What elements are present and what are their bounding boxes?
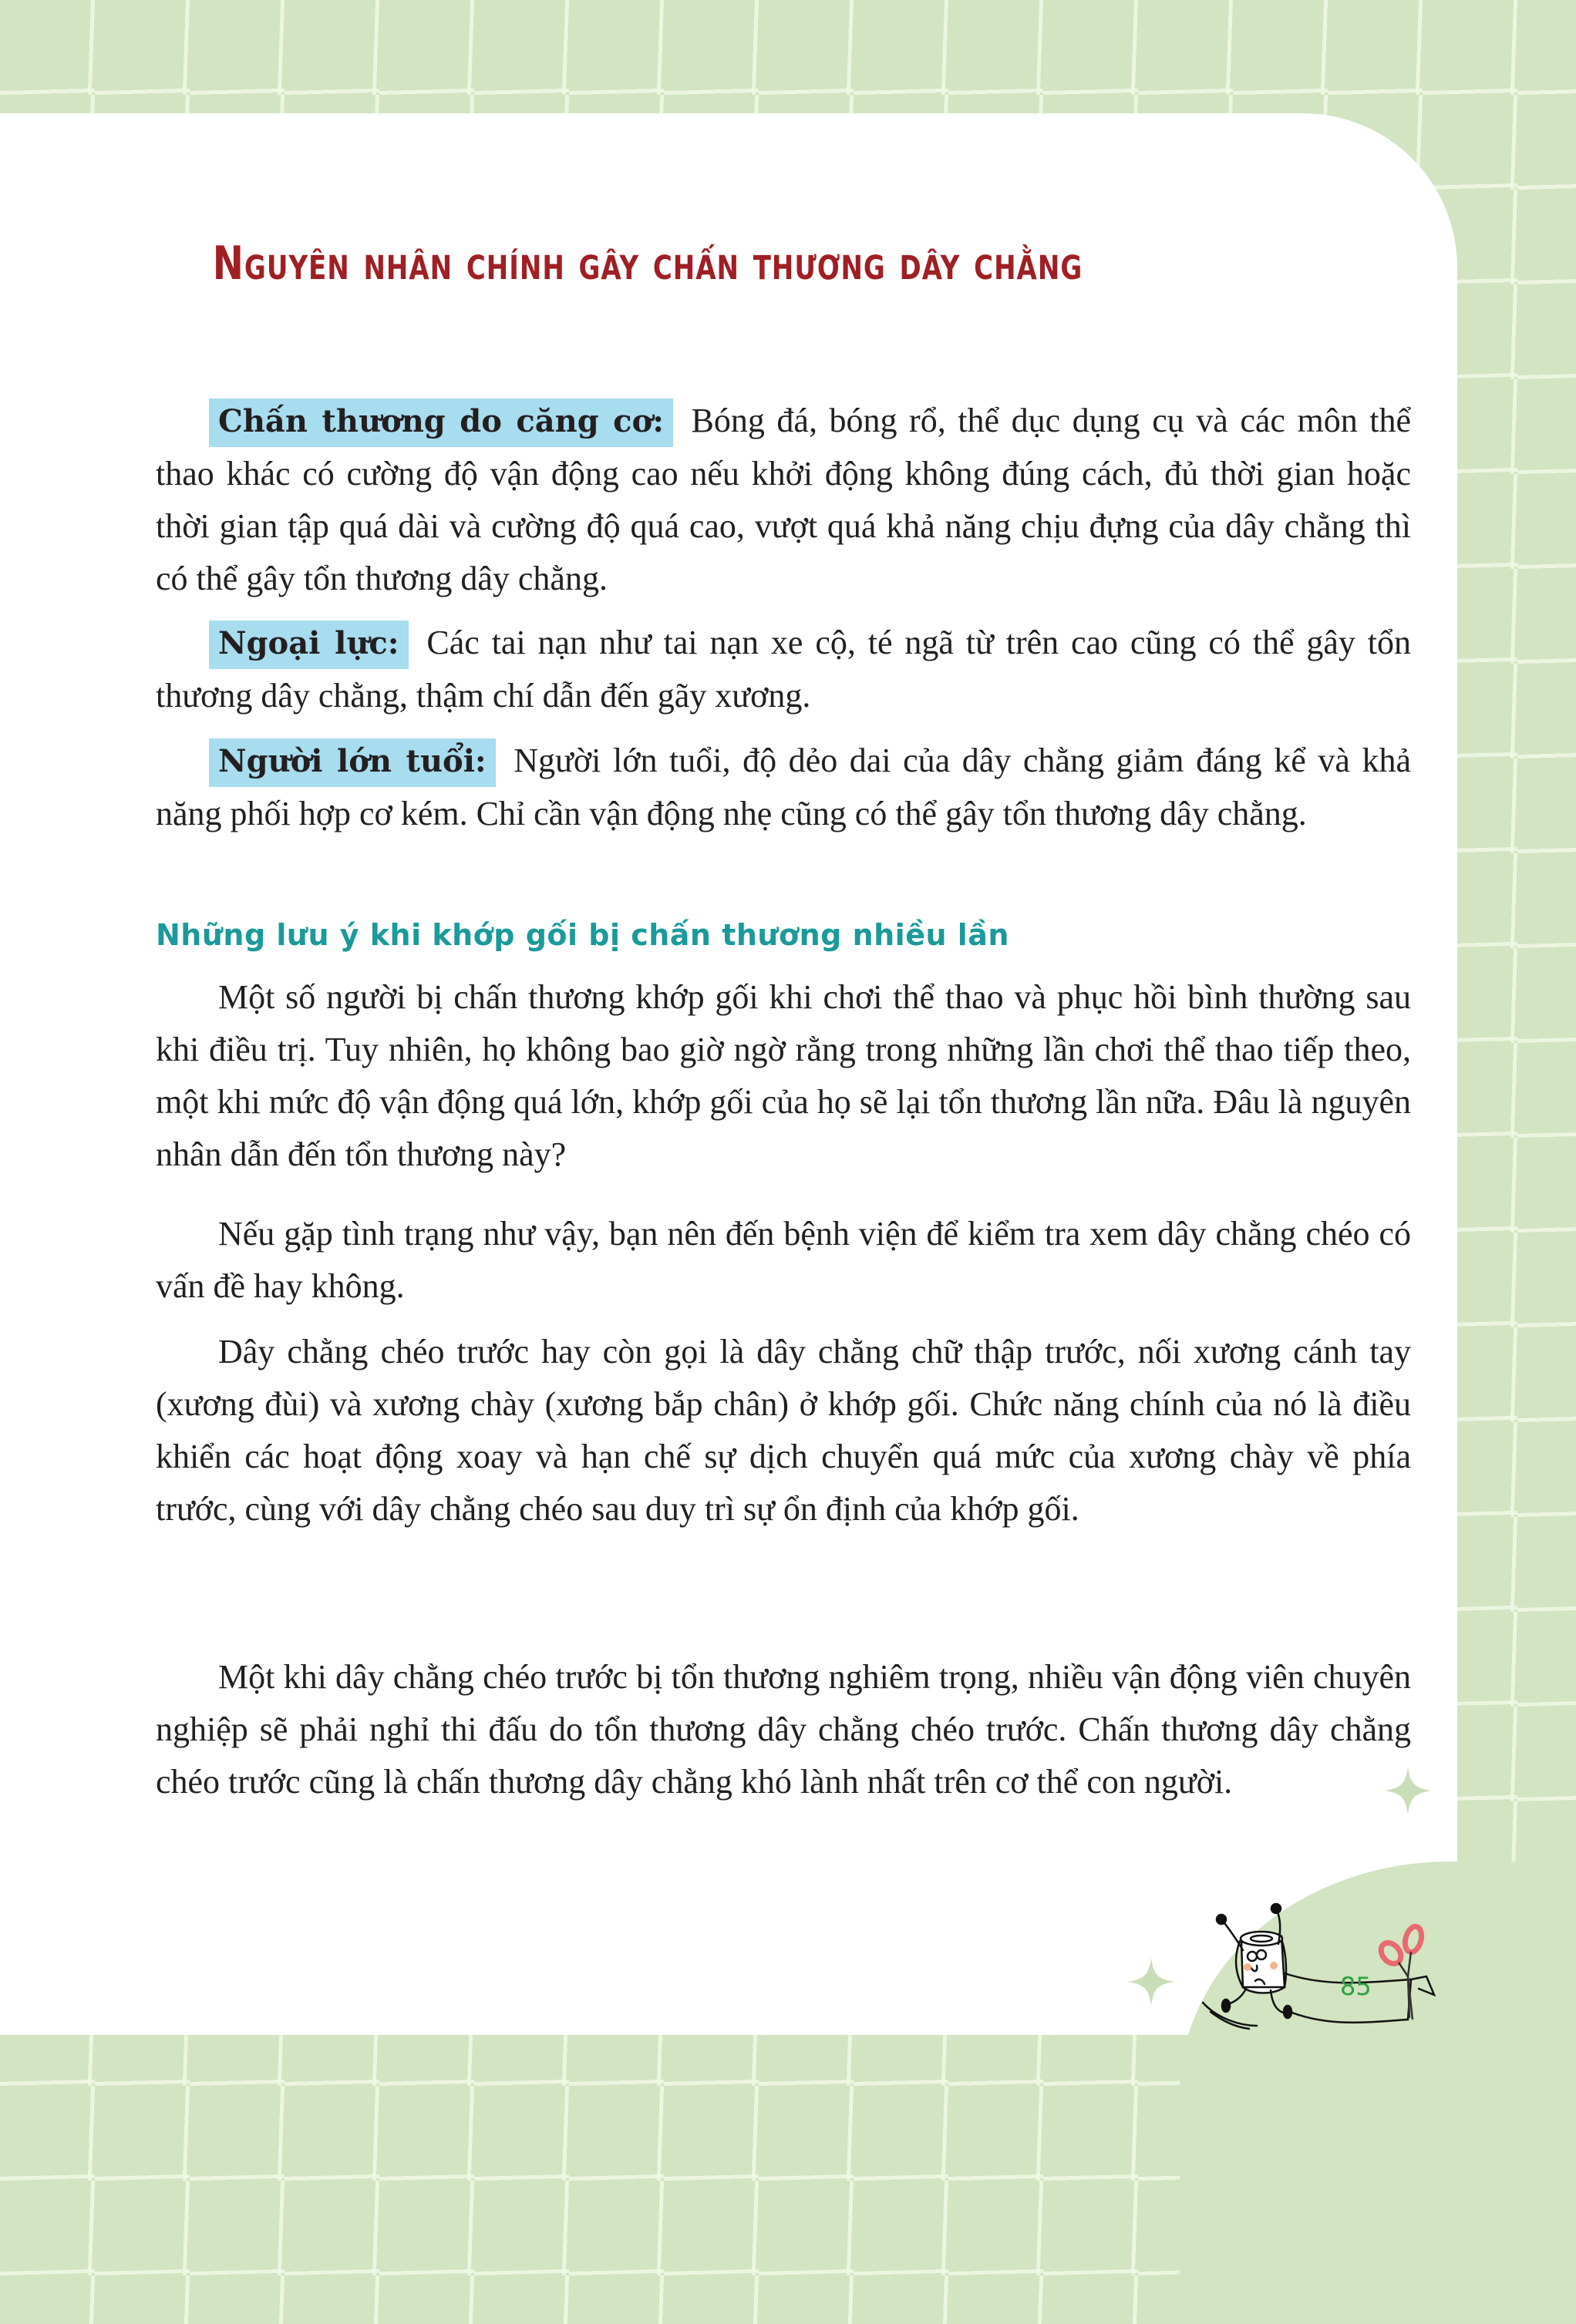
cause-text: Các tai nạn như tai nạn xe cộ, té ngã từ trên cao cũng có thể gây tổn thương dây chằng, thậm chí dẫn đến gãy xương.: [156, 624, 1411, 715]
cause-paragraph: [156, 735, 1411, 840]
page-number: 85: [1340, 1972, 1372, 2001]
tape-mascot-illustration: [1172, 1896, 1496, 2035]
sparkle-icon: [1384, 1767, 1432, 1814]
page-title: Nguyên nhân chính gây chấn thương dây chằng: [212, 237, 1083, 291]
cause-paragraph: [156, 395, 1411, 605]
cause-text: Bóng đá, bóng rổ, thể dục dụng cụ và các môn thể thao khác có cường độ vận động cao nếu khởi động không đúng cách, đủ thời gian hoặc thời gian tập quá dài và cường độ quá cao, vượt quá khả năng chịu đựng của dây chằng thì có thể gây tổn thương dây chằng.: [156, 402, 1412, 597]
cause-text: Người lớn tuổi, độ dẻo dai của dây chằng giảm đáng kể và khả năng phối hợp cơ kém. Chỉ cần vận động nhẹ cũng có thể gây tổn thương dây chằng.: [156, 742, 1411, 832]
corner-mound-base: [1187, 2035, 1576, 2149]
scissors-icon: [1377, 1925, 1424, 2020]
mascot-cheek: [1270, 1962, 1278, 1969]
cause-label: Người lớn tuổi:: [209, 738, 496, 787]
sparkle-icon: [1127, 1958, 1175, 2006]
body-paragraph: Dây chằng chéo trước hay còn gọi là dây chằng chữ thập trước, nối xương cánh tay (xương đùi) và xương chày (xương bắp chân) ở khớp gối. Chức năng chính của nó là điều khiển các hoạt động xoay và hạn chế sự dịch chuyển quá mức của xương chày về phía trước, cùng với dây chằng chéo sau duy trì sự ổn định của khớp gối.: [156, 1333, 1411, 1528]
section-heading: Những lưu ý khi khớp gối bị chấn thương nhiều lần: [156, 918, 1009, 952]
body-paragraph: Nếu gặp tình trạng như vậy, bạn nên đến bệnh viện để kiểm tra xem dây chằng chéo có vấn đề hay không.: [156, 1215, 1411, 1305]
body-paragraph: Một khi dây chằng chéo trước bị tổn thương nghiêm trọng, nhiều vận động viên chuyên nghiệp sẽ phải nghỉ thi đấu do tổn thương dây chằng chéo trước. Chấn thương dây chằng chéo trước cũng là chấn thương dây chằng khó lành nhất trên cơ thể con người.: [156, 1658, 1411, 1801]
mascot-cheek: [1244, 1963, 1251, 1971]
running-tape-roll-mascot: [1203, 1904, 1434, 2029]
body-paragraph: Một số người bị chấn thương khớp gối khi chơi thể thao và phục hồi bình thường sau khi điều trị. Tuy nhiên, họ không bao giờ ngờ rằng trong những lần chơi thể thao tiếp theo, một khi mức độ vận động quá lớn, khớp gối của họ sẽ lại tổn thương lần nữa. Đâu là nguyên nhân dẫn đến tổn thương này?: [156, 978, 1411, 1173]
cause-label: Chấn thương do căng cơ:: [209, 399, 673, 447]
cause-label: Ngoại lực:: [209, 621, 409, 669]
cause-paragraph: [156, 617, 1411, 722]
